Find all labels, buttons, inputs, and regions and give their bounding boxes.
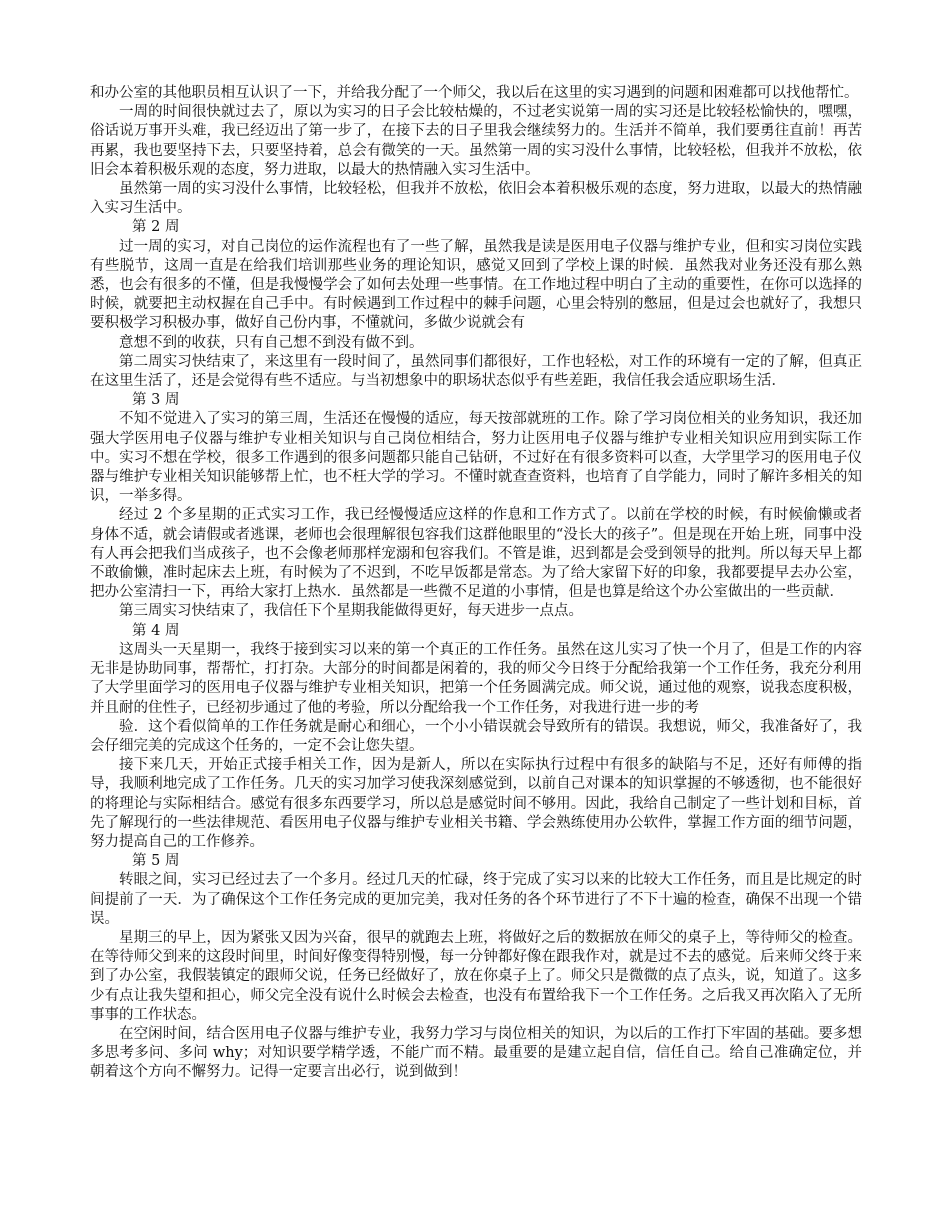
paragraph: 和办公室的其他职员相互认识了一下，并给我分配了一个师父，我以后在这里的实习遇到的问题和困难都可以找他帮忙。 [90, 85, 859, 101]
paragraph: 第二周实习快结束了，来这里有一段时间了，虽然同事们都很好，工作也轻松，对工作的环境有一定的了解，但真正在这里生活了，还是会觉得有些不适应。与当初想象中的职场状态似乎有些差距，我信任我会适应职场生活． [90, 353, 862, 390]
paragraph: 过一周的实习，对自己岗位的运作流程也有了一些了解，虽然我是读是医用电子仪器与维护专业，但和实习岗位实践有些脱节，这周一直是在给我们培训那些业务的理论知识，感觉又回到了学校上课的时候．虽然我对业务还没有那么熟悉，也会有很多的不懂，但是我慢慢学会了如何去处理一些事情。在工作地过程中明白了主动的重要性，在你可以选择的时候，就要把主动权握在自己手中。有时候遇到工作过程中的棘手问题，心里会特别的憋屈，但是过会也就好了，我想只要积极学习积极办事，做好自己份内事，不懂就问，多做少说就会有 [90, 238, 862, 332]
week-heading: 第 3 周 [132, 392, 180, 409]
paragraph: 星期三的早上，因为紧张又因为兴奋，很早的就跑去上班，将做好之后的数据放在师父的桌子上，等待师父的检查。在等待师父到来的这段时间里，时间好像变得特别慢，每一分钟都好像在跟我作对，就是过不去的感觉。后来师父终于来到了办公室，我假装镇定的跟师父说，任务已经做好了，放在你桌子上了。师父只是微微的点了点头，说，知道了。这多少有点让我失望和担心，师父完全没有说什么时候会去检查，也没有布置给我下一个工作任务。之后我又再次陷入了无所事事的工作状态。 [90, 929, 862, 1023]
week-heading: 第 2 周 [132, 219, 180, 236]
paragraph: 一周的时间很快就过去了，原以为实习的日子会比较枯燥的，不过老实说第一周的实习还是比较轻松愉快的，嘿嘿，俗话说万事开头难，我已经迈出了第一步了，在接下去的日子里我会继续努力的。生活并不简单，我们要勇往直前！再苦再累，我也要坚持下去，只要坚持着，总会有微笑的一天。虽然第一周的实习没什么事情，比较轻松，但我并不放松，依旧会本着积极乐观的态度，努力进取，以最大的热情融入实习生活中。 [90, 104, 862, 178]
paragraph: 验．这个看似简单的工作任务就是耐心和细心，一个小小错误就会导致所有的错误。我想说，师父，我准备好了，我会仔细完美的完成这个任务的，一定不会让您失望。 [90, 718, 862, 754]
paragraph: 在空闲时间，结合医用电子仪器与维护专业，我努力学习与岗位相关的知识，为以后的工作打下牢固的基础。要多想多思考多问、多问 why；对知识要学精学透，不能广而不精。最重要的是建立起自信，信任自己。给自己准确定位，并朝着这个方向不懈努力。记得一定要言出必行，说到做到！ [90, 1025, 862, 1081]
paragraph: 虽然第一周的实习没什么事情，比较轻松，但我并不放松，依旧会本着积极乐观的态度，努力进取，以最大的热情融入实习生活中。 [90, 181, 862, 217]
paragraph: 不知不觉进入了实习的第三周，生活还在慢慢的适应，每天按部就班的工作。除了学习岗位相关的业务知识，我还加强大学医用电子仪器与维护专业相关知识与自己岗位相结合，努力让医用电子仪器与维护专业相关知识应用到实际工作中。实习不想在学校，很多工作遇到的很多问题都只能自己钻研，不过好在有很多资料可以查，大学里学习的医用电子仪器与维护专业相关知识能够帮上忙，也不枉大学的学习。不懂时就查查资料，也培育了自学能力，同时了解许多相关的知识，一举多得。 [90, 411, 862, 505]
paragraph: 经过 2 个多星期的正式实习工作，我已经慢慢适应这样的作息和工作方式了。以前在学校的时候，有时候偷懒或者身体不适，就会请假或者逃课，老师也会很理解很包容我们这群他眼里的“没长大的孩子”。但是现在开始上班，同事中没有人再会把我们当成孩子，也不会像老师那样宠溺和包容我们。不管是谁，迟到都是会受到领导的批判。所以每天早上都不敢偷懒，准时起床去上班，有时候为了不迟到，不吃早饭都是常态。为了给大家留下好的印象，我都要提早去办公室，把办公室清扫一下，再给大家打上热水．虽然都是一些微不足道的小事情，但是也算是给这个办公室做出的一些贡献． [90, 507, 862, 601]
paragraph: 转眼之间，实习已经过去了一个多月。经过几天的忙碌，终于完成了实习以来的比较大工作任务，而且是比规定的时间提前了一天．为了确保这个工作任务完成的更加完美，我对任务的各个环节进行了不下十遍的检查，确保不出现一个错误。 [90, 872, 862, 927]
week-heading: 第 5 周 [132, 853, 180, 870]
paragraph: 这周头一天星期一，我终于接到实习以来的第一个真正的工作任务。虽然在这儿实习了快一个月了，但是工作的内容无非是协助同事，帮帮忙，打打杂。大部分的时间都是闲着的，我的师父今日终于分配给我第一个工作任务，我充分利用了大学里面学习的医用电子仪器与维护专业相关知识，把第一个任务圆满完成。师父说，通过他的观察，说我态度积极，并且耐的住性子，已经初步通过了他的考验，所以分配给我一个工作任务，对我进行进一步的考 [90, 641, 862, 716]
paragraph: 第三周实习快结束了，我信任下个星期我能做得更好，每天进步一点点。 [119, 603, 583, 620]
paragraph: 意想不到的收获，只有自己想不到没有做不到。 [119, 334, 424, 351]
week-heading: 第 4 周 [132, 622, 180, 639]
paragraph: 接下来几天，开始正式接手相关工作，因为是新人，所以在实际执行过程中有很多的缺陷与不足，还好有师傅的指导，我顺利地完成了工作任务。几天的实习加学习使我深刻感觉到，以前自己对课本的知识掌握的不够透彻，也不能很好的将理论与实际相结合。感觉有很多东西要学习，所以总是感觉时间不够用。因此，我给自己制定了一些计划和目标，首先了解现行的一些法律规范、看医用电子仪器与维护专业相关书籍、学会熟练使用办公软件，掌握工作方面的细节问题，努力提高自己的工作修养。 [90, 757, 862, 850]
